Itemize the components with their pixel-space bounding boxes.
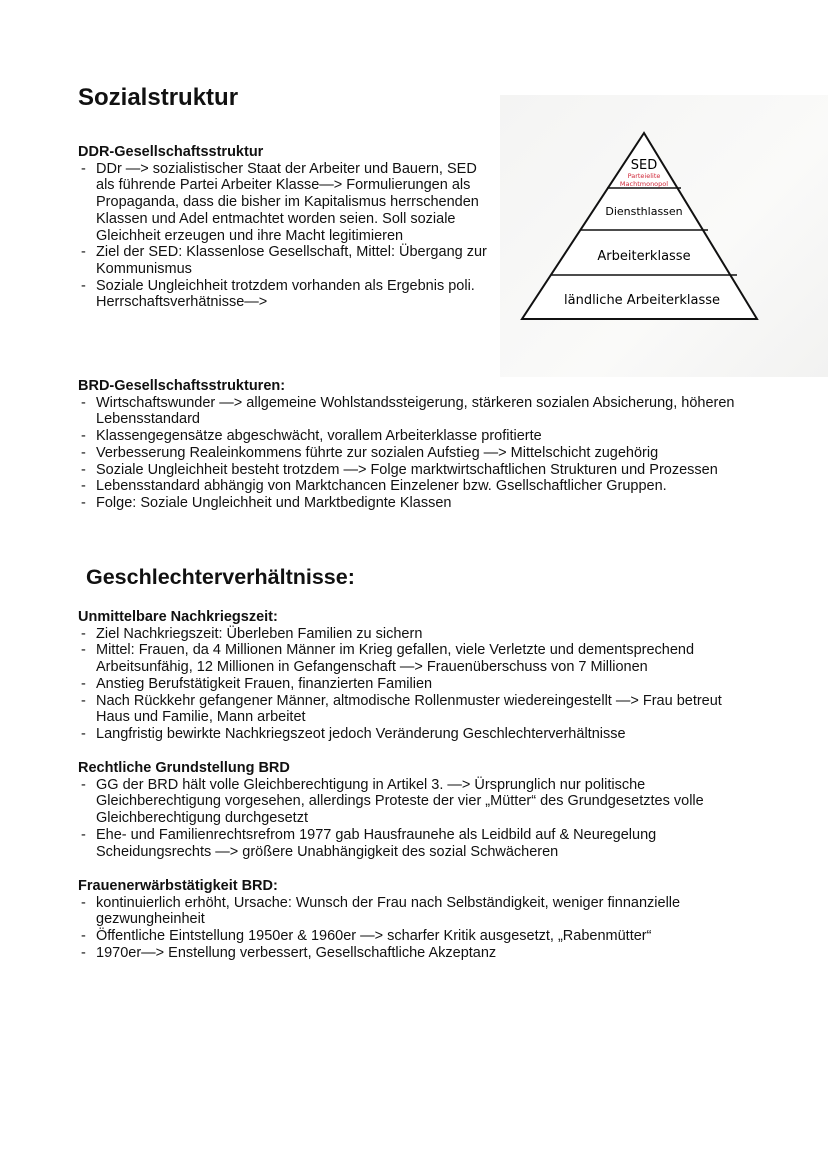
list-item: - Langfristig bewirkte Nachkriegszeot jedoch Veränderung Geschlechterverhältnisse (78, 726, 758, 743)
list-item: - GG der BRD hält volle Gleichberechtigung in Artikel 3. —> Ürsprunglich nur politische Gleichberechtigung vorgesehen, allerdings Proteste der vier „Mütter“ des Grundgesetztes volle Gleichberechtigung durchgesetzt (78, 777, 768, 827)
list-item: - Ziel der SED: Klassenlose Gesellschaft, Mittel: Übergang zur Kommunismus (78, 244, 498, 277)
section-heading: Rechtliche Grundstellung BRD (78, 760, 290, 776)
pyramid-level-arbeiterklasse: Arbeiterklasse (597, 249, 691, 264)
section-heading: BRD-Gesellschaftsstrukturen: (78, 378, 286, 394)
pyramid-level-sed: SED (630, 158, 658, 173)
list-item: - Ehe- und Familienrechtsrefrom 1977 gab Hausfraunehe als Leidbild auf & Neuregelung Scheidungsrechts —> größere Unabhängigkeit des sozial Schwächeren (78, 827, 768, 860)
pyramid-level-laendliche-arbeiterklasse: ländliche Arbeiterklasse (564, 293, 720, 308)
list-item: - Ziel Nachkriegszeit: Überleben Familien zu sichern (78, 626, 758, 643)
list-item: - kontinuierlich erhöht, Ursache: Wunsch der Frau nach Selbständigkeit, weniger finnanzielle gezwungheinheit (78, 895, 758, 928)
section-title-gender: Geschlechterverhältnisse: (86, 565, 355, 589)
pyramid-level-dienstklassen: Diensthlassen (605, 205, 683, 218)
list-item: - Folge: Soziale Ungleichheit und Marktbedignte Klassen (78, 495, 738, 512)
list-item: - Soziale Ungleichheit besteht trotzdem —> Folge marktwirtschaftlichen Strukturen und Prozessen (78, 462, 738, 479)
pyramid-note: Parteielite (627, 172, 661, 180)
list-item: - 1970er—> Enstellung verbessert, Gesellschaftliche Akzeptanz (78, 945, 758, 962)
section-heading: DDR-Gesellschaftsstruktur (78, 144, 264, 160)
social-pyramid-diagram (500, 95, 828, 377)
section-heading: Unmittelbare Nachkriegszeit: (78, 609, 278, 625)
list-item: - Anstieg Berufstätigkeit Frauen, finanzierten Familien (78, 676, 758, 693)
page-title: Sozialstruktur (78, 84, 239, 111)
list-item: - Öffentliche Eintstellung 1950er & 1960er —> scharfer Kritik ausgesetzt, „Rabenmütter“ (78, 928, 758, 945)
list-item: - Klassengegensätze abgeschwächt, vorallem Arbeiterklasse profitierte (78, 428, 738, 445)
ddr-section (78, 144, 498, 311)
section-heading: Frauenerwärbstätigkeit BRD: (78, 878, 278, 894)
brd-section (78, 378, 738, 512)
list-item: - Lebensstandard abhängig von Marktchancen Einzelener bzw. Gsellschaftlicher Gruppen. (78, 478, 738, 495)
list-item: - Verbesserung Realeinkommens führte zur sozialen Aufstieg —> Mittelschicht zugehörig (78, 445, 738, 462)
list-item: - DDr —> sozialistischer Staat der Arbeiter und Bauern, SED als führende Partei Arbeiter Klasse—> Formulierungen als Propaganda, dass die bisher im Kapitalismus herrschenden Klassen und Adel entmachtet worden seien. Soll soziale Gleichheit erzeugen und ihre Macht legitimieren (78, 161, 498, 245)
frauen-section (78, 878, 758, 962)
list-item: - Mittel: Frauen, da 4 Millionen Männer im Krieg gefallen, viele Verletzte und dementsprechend Arbeitsunfähig, 12 Millionen in Gefangenschaft —> Frauenüberschuss von 7 Millionen (78, 642, 758, 675)
pyramid-note: Machtmonopol (619, 180, 669, 188)
recht-section (78, 760, 768, 860)
list-item: - Nach Rückkehr gefangener Männer, altmodische Rollenmuster wiedereingestellt —> Frau betreut Haus und Familie, Mann arbeitet (78, 693, 758, 726)
list-item: - Soziale Ungleichheit trotzdem vorhanden als Ergebnis poli. Herrschaftsverhätnisse—> (78, 278, 498, 311)
nachkrieg-section (78, 609, 758, 743)
list-item: - Wirtschaftswunder —> allgemeine Wohlstandssteigerung, stärkeren sozialen Absicherung, höheren Lebensstandard (78, 395, 738, 428)
